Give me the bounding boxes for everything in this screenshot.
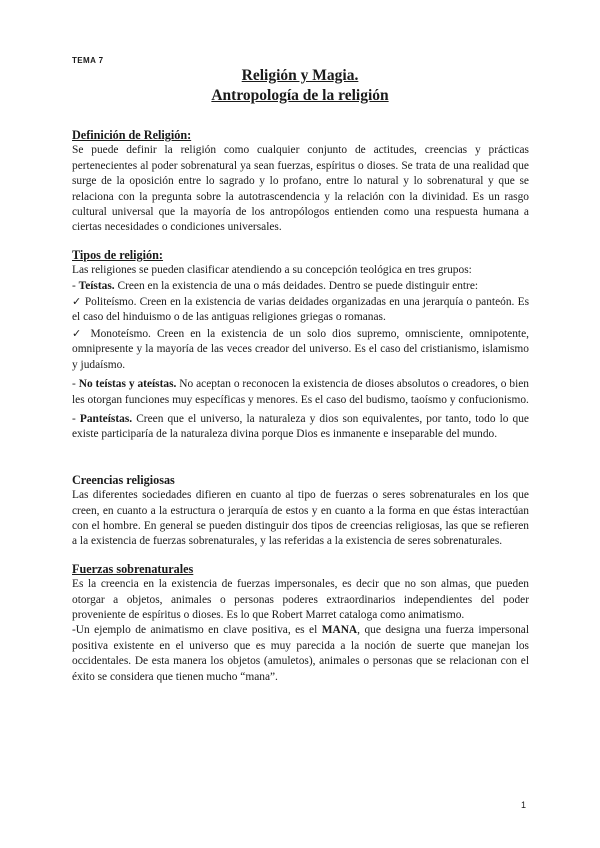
title-line-2: Antropología de la religión xyxy=(211,87,389,104)
check-icon: ✓ xyxy=(72,295,82,309)
term-panteistas: Panteístas. xyxy=(79,412,133,425)
paragraph-definicion: Se puede definir la religión como cualquier conjunto de actitudes, creencias y prácticas pertenecientes al poder sobrenatural ya sean fuerzas, espíritus o dioses. Se trata de una realidad que surge de la oposición entre lo sagrado y lo profano, entre lo natural y lo sobrenatural y que se relaciona con la pregunta sobre la autotrascendencia y la relación con la divinidad. Es un rasgo cultural universal que la mayoría de los antropólogos entienden como una respuesta humana a ciertas necesidades o condiciones universales. xyxy=(72,144,529,234)
paragraph-mana: -Un ejemplo de animatismo en clave positiva, es el MANA, que designa una fuerza impersonal positiva existente en el universo que es muy parecida a la noción de suerte que manejan los occidentales. De esta manera los objetos (amuletos), animales o personas que se relacionan con el éxito se considera que tienen mucho “mana”. xyxy=(72,624,529,683)
term-teistas: Teístas. xyxy=(78,279,115,292)
list-item-teistas: - Teístas. Creen en la existencia de una o más deidades. Dentro se puede distinguir entre: xyxy=(72,279,479,292)
heading-creencias: Creencias religiosas xyxy=(72,472,175,487)
document-body xyxy=(72,128,529,685)
paragraph-creencias: Las diferentes sociedades difieren en cuanto al tipo de fuerzas o seres sobrenaturales en los que creen, en cuanto a la estructura o jerarquía de estos y en cuanto a la forma en que éstas interactúan con el hombre. En general se pueden distinguir dos tipos de creencias religiosas, las que se refieren a la existencia de fuerzas sobrenaturales, y las referidas a la existencia de seres sobrenaturales. xyxy=(72,489,529,548)
heading-fuerzas: Fuerzas sobrenaturales xyxy=(72,561,194,576)
list-item-no-teistas: - No teístas y ateístas. No aceptan o reconocen la existencia de dioses absolutos o creadores, o bien les otorgan funciones muy específicas y menores. Es el caso del budismo, taoísmo y confucionismo. xyxy=(72,378,529,406)
list-item-panteistas: - Panteístas. Creen que el universo, la naturaleza y dios son equivalentes, por tanto, todo lo que existe participaría de la naturaleza divina porque Dios es inmanente e inseparable del mundo. xyxy=(72,412,529,441)
heading-tipos: Tipos de religión: xyxy=(72,247,163,262)
paragraph-fuerzas: Es la creencia en la existencia de fuerzas impersonales, es decir que no son almas, que pueden otorgar a objetos, animales o personas poderes extraordinarios independientes del poder proveniente de espíritus o dioses. Es lo que Robert Marret cataloga como animatismo. xyxy=(72,578,529,621)
title-line-1: Religión y Magia. xyxy=(241,67,359,84)
topic-label: TEMA 7 xyxy=(72,56,104,65)
paragraph-tipos-intro: Las religiones se pueden clasificar atendiendo a su concepción teológica en tres grupos: xyxy=(72,264,472,277)
heading-definicion: Definición de Religión: xyxy=(72,128,192,142)
term-mana: MANA xyxy=(321,624,358,637)
page-number: 1 xyxy=(520,800,526,810)
check-icon: ✓ xyxy=(72,326,85,340)
term-no-teistas: No teístas y ateístas. xyxy=(78,378,177,391)
list-item-politeismo: ✓ Politeísmo. Creen en la existencia de varias deidades organizadas en una jerarquía o panteón. Es el caso del hinduismo o de las antiguas religiones griegas o romanas. xyxy=(72,295,530,324)
document-title xyxy=(0,66,600,106)
list-item-monoteismo: ✓ Monoteísmo. Creen en la existencia de un solo dios supremo, omnisciente, omnipotente, omnipresente y la mayoría de las veces creador del universo. Es el caso del cristianismo, islamismo y judaísmo. xyxy=(72,326,530,371)
